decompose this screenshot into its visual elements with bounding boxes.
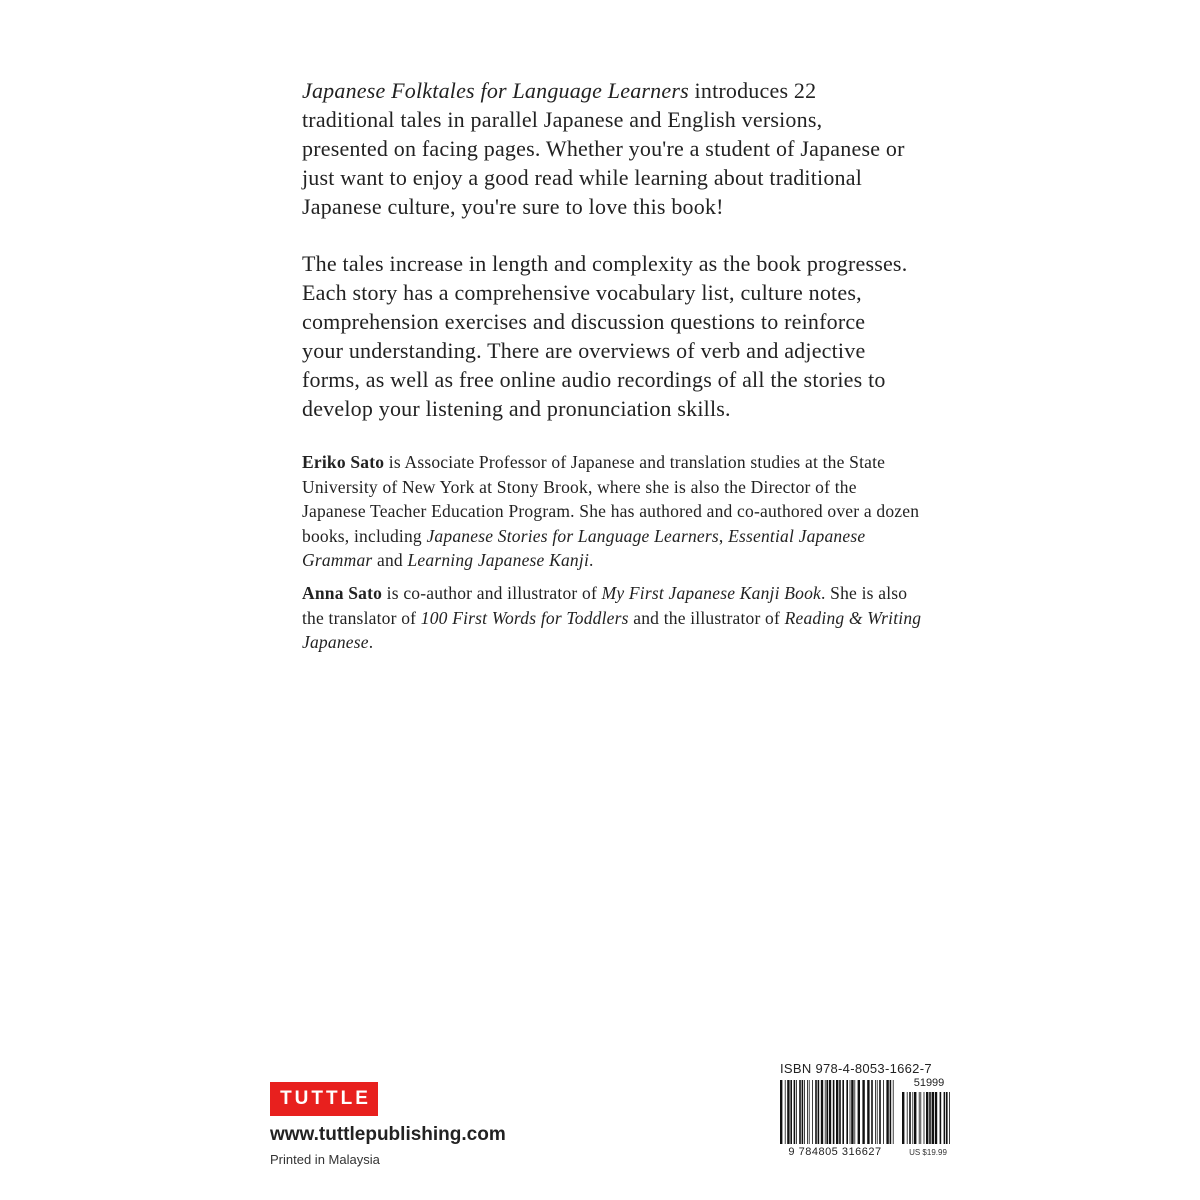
barcode-bar <box>935 1092 937 1144</box>
author-bio-anna <box>302 581 922 655</box>
barcode-bar <box>809 1080 810 1144</box>
barcode-icon <box>780 1080 894 1144</box>
barcode-bar <box>802 1080 804 1144</box>
barcode-bar <box>818 1080 820 1144</box>
barcode-bar <box>909 1092 911 1144</box>
book-reference: 100 First Words for Toddlers <box>420 607 629 628</box>
publisher-url: www.tuttlepublishing.com <box>270 1124 506 1145</box>
tuttle-logo: TUTTLE <box>270 1082 378 1116</box>
barcode-bar <box>785 1080 786 1144</box>
bio-text: and the illustrator of <box>628 607 785 628</box>
barcode-bar <box>858 1080 860 1144</box>
book-reference: Reading & Writing Japanese <box>302 607 922 652</box>
barcode-bar <box>825 1080 826 1144</box>
bio-text: , <box>718 525 729 546</box>
barcode-bar <box>879 1080 881 1144</box>
barcode-bar <box>807 1080 808 1144</box>
barcode-bar <box>871 1080 873 1144</box>
barcode-bar <box>946 1092 948 1144</box>
barcode-bar <box>883 1080 884 1144</box>
barcode-bar <box>833 1080 835 1144</box>
description-paragraph-1 <box>302 76 912 221</box>
book-reference: My First Japanese Kanji Book <box>601 583 822 603</box>
barcode-bar <box>924 1092 925 1144</box>
barcode-bar <box>929 1092 931 1144</box>
barcode-bar <box>780 1080 782 1144</box>
bio-text: . <box>368 632 374 652</box>
barcode-bar <box>907 1092 908 1144</box>
barcode-digits: 9 784805 316627 <box>788 1146 882 1158</box>
barcode-bar <box>890 1080 892 1144</box>
barcode-bar <box>867 1080 869 1144</box>
isbn-number: ISBN 978-4-8053-1662-7 <box>780 1061 932 1076</box>
barcode-bar <box>886 1080 888 1144</box>
book-title: Japanese Folktales for Language Learners <box>302 78 689 103</box>
barcode-bar <box>799 1080 801 1144</box>
author-name: Anna Sato <box>302 583 383 603</box>
description-text-1: introduces 22 traditional tales in parallel Japanese and English versions, presented on facing pages. Whether you're a student of Japanese or just want to enjoy a good read while learning about traditional Japanese culture, you're sure to love this book! <box>302 78 905 219</box>
bio-text: is co-author and illustrator of <box>382 583 602 603</box>
barcode-bar <box>851 1080 853 1144</box>
barcode-bar <box>787 1080 789 1144</box>
barcode-bar <box>826 1080 828 1144</box>
barcode-bar <box>812 1080 813 1144</box>
barcode-bar <box>914 1092 916 1144</box>
barcode-bar <box>875 1080 876 1144</box>
barcode-bar <box>829 1080 831 1144</box>
barcode-bar <box>944 1092 946 1144</box>
barcode-bar <box>836 1080 838 1144</box>
bio-text: and <box>372 550 408 570</box>
price-label: US $19.99 <box>909 1148 947 1157</box>
book-reference: Essential Japanese Grammar <box>302 525 866 570</box>
barcode-bar <box>804 1080 805 1144</box>
barcode-bar <box>877 1080 878 1144</box>
barcode-bar <box>949 1092 950 1144</box>
book-reference: Learning Japanese Kanji <box>407 550 589 570</box>
author-name: Eriko Sato <box>302 452 385 472</box>
barcode-bar <box>912 1092 913 1144</box>
barcode-bar <box>932 1092 934 1144</box>
barcode-bar <box>842 1080 844 1144</box>
barcode-bar <box>790 1080 792 1144</box>
barcode-bar <box>821 1080 823 1144</box>
barcode-bar <box>815 1080 817 1144</box>
barcode-bar <box>940 1092 942 1144</box>
printed-in: Printed in Malaysia <box>270 1152 380 1167</box>
barcode-bar <box>854 1080 855 1144</box>
barcode-bar <box>893 1080 894 1144</box>
bio-text: . <box>589 550 594 570</box>
barcode-bar <box>839 1080 841 1144</box>
book-reference: Japanese Stories for Language Learners <box>426 525 719 546</box>
barcode-bar <box>796 1080 797 1144</box>
barcode-bar <box>846 1080 848 1144</box>
barcode-bar <box>920 1092 921 1144</box>
price-code: 51999 <box>913 1077 945 1089</box>
bio-text: . She is also the translator of <box>302 583 908 628</box>
barcode-bar <box>850 1080 851 1144</box>
author-bio-eriko <box>302 450 922 573</box>
barcode-bar <box>919 1092 920 1144</box>
barcode-bar <box>902 1092 904 1144</box>
bio-text: is Associate Professor of Japanese and translation studies at the State University of New York at Stony Brook, where she is also the Director of the Japanese Teacher Education Program. She has authored and co-authored over a dozen books, including <box>302 452 920 546</box>
barcode-bar <box>794 1080 796 1144</box>
description-paragraph-2: The tales increase in length and complexity as the book progresses. Each story has a comprehensive vocabulary list, culture notes, comprehension exercises and discussion questions to reinforce your understanding. There are overviews of verb and adjective forms, as well as free online audio recordings of all the stories to develop your listening and pronunciation skills. <box>302 251 908 421</box>
price-barcode-icon <box>902 1092 954 1144</box>
barcode-bar <box>926 1092 928 1144</box>
barcode-bar <box>862 1080 864 1144</box>
